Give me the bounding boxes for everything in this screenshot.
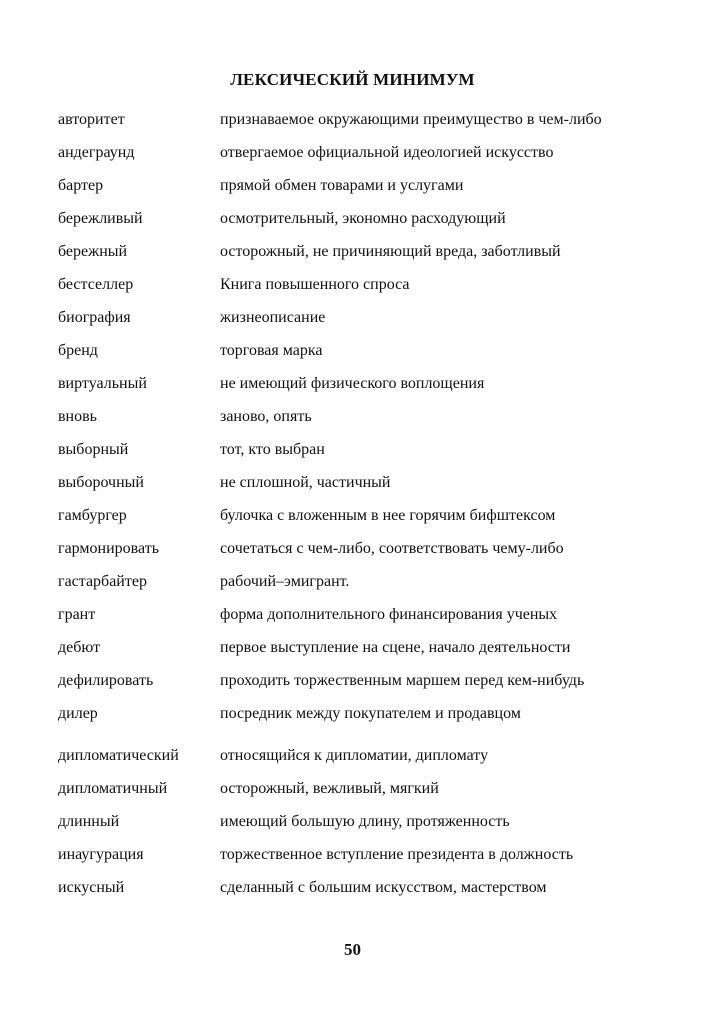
- glossary-entry: [0, 243, 705, 267]
- entry-definition: сочетаться с чем-либо, соответствовать чему-либо: [220, 540, 564, 557]
- glossary-entry: [0, 573, 705, 597]
- entry-term: гамбургер: [58, 507, 127, 524]
- entry-term: андеграунд: [58, 144, 135, 161]
- entry-definition: жизнеописание: [220, 309, 326, 326]
- glossary-entry: [0, 309, 705, 333]
- entry-definition: булочка с вложенным в нее горячим бифштексом: [220, 507, 556, 524]
- glossary-entry: [0, 441, 705, 465]
- glossary-entry: [0, 507, 705, 531]
- glossary-entry: [0, 144, 705, 168]
- glossary-entry: [0, 780, 705, 804]
- entry-term: бренд: [58, 342, 98, 359]
- glossary-entry: [0, 210, 705, 234]
- glossary-entry: [0, 813, 705, 837]
- entry-definition: рабочий–эмигрант.: [220, 573, 350, 590]
- glossary-entry: [0, 639, 705, 663]
- entry-definition: Книга повышенного спроса: [220, 276, 410, 293]
- entry-term: инаугурация: [58, 846, 144, 863]
- entry-term: дебют: [58, 639, 101, 656]
- entry-term: бережный: [58, 243, 128, 260]
- entry-definition: сделанный с большим искусством, мастерством: [220, 879, 547, 896]
- entry-definition: осторожный, не причиняющий вреда, заботливый: [220, 243, 561, 260]
- page-title: ЛЕКСИЧЕСКИЙ МИНИМУМ: [230, 70, 475, 89]
- glossary-entry: [0, 375, 705, 399]
- entry-definition: относящийся к дипломатии, дипломату: [220, 747, 489, 764]
- entry-definition: прямой обмен товарами и услугами: [220, 177, 464, 194]
- entry-term: выборочный: [58, 474, 144, 491]
- entry-term: длинный: [58, 813, 120, 830]
- glossary-entry: [0, 276, 705, 300]
- entry-definition: имеющий большую длину, протяженность: [220, 813, 510, 830]
- entry-definition: посредник между покупателем и продавцом: [220, 705, 521, 722]
- glossary-entry: [0, 408, 705, 432]
- glossary-entry: [0, 846, 705, 870]
- entry-term: дилер: [58, 705, 98, 722]
- entry-definition: признаваемое окружающими преимущество в чем-либо: [220, 111, 602, 128]
- entry-definition: форма дополнительного финансирования ученых: [220, 606, 558, 623]
- glossary-entry: [0, 747, 705, 771]
- entry-term: грант: [58, 606, 96, 623]
- glossary-entry: [0, 672, 705, 696]
- entry-term: дефилировать: [58, 672, 154, 689]
- glossary-entry: [0, 705, 705, 729]
- entry-definition: торжественное вступление президента в должность: [220, 846, 574, 863]
- glossary-entry: [0, 474, 705, 498]
- glossary-entry: [0, 540, 705, 564]
- entry-definition: торговая марка: [220, 342, 323, 359]
- glossary-entry: [0, 342, 705, 366]
- glossary-entry: [0, 606, 705, 630]
- entry-term: авторитет: [58, 111, 125, 128]
- entry-term: биография: [58, 309, 131, 326]
- page-number: 50: [344, 940, 361, 959]
- entry-term: дипломатичный: [58, 780, 168, 797]
- entry-term: искусный: [58, 879, 125, 896]
- entry-term: бартер: [58, 177, 104, 194]
- entry-definition: не имеющий физического воплощения: [220, 375, 485, 392]
- entry-definition: осторожный, вежливый, мягкий: [220, 780, 439, 797]
- entry-term: гармонировать: [58, 540, 159, 557]
- entry-term: бестселлер: [58, 276, 134, 293]
- entry-definition: осмотрительный, экономно расходующий: [220, 210, 506, 227]
- glossary-entry: [0, 177, 705, 201]
- entry-definition: тот, кто выбран: [220, 441, 325, 458]
- glossary-entry: [0, 879, 705, 903]
- entry-definition: проходить торжественным маршем перед кем-нибудь: [220, 672, 585, 689]
- glossary-entry: [0, 111, 705, 135]
- entry-term: вновь: [58, 408, 97, 425]
- entry-term: виртуальный: [58, 375, 147, 392]
- entry-definition: не сплошной, частичный: [220, 474, 391, 491]
- entry-term: бережливый: [58, 210, 143, 227]
- entry-definition: первое выступление на сцене, начало деятельности: [220, 639, 571, 656]
- entry-term: дипломатический: [58, 747, 179, 764]
- entry-term: гастарбайтер: [58, 573, 147, 590]
- entry-term: выборный: [58, 441, 129, 458]
- entry-definition: отвергаемое официальной идеологией искусство: [220, 144, 554, 161]
- entry-definition: заново, опять: [220, 408, 312, 425]
